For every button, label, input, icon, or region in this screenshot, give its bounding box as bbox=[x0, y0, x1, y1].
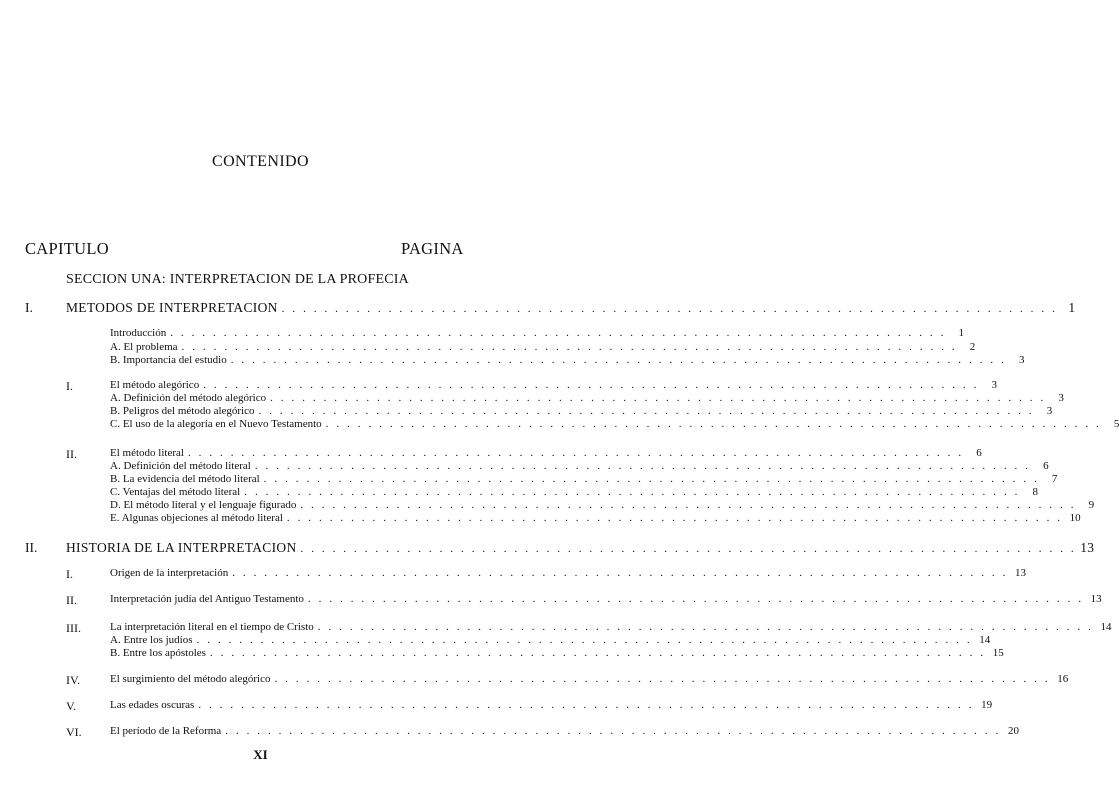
subsection-number: VI. bbox=[66, 725, 82, 739]
entry-title: El método alegórico bbox=[110, 379, 200, 391]
dot-leader: . . . . . . . . . . . . . . . . . . . . . . . . . . . . . . . . . . . . . . . . . . . . . . . . . . . . . . . . . . . . . . . . . . . . . . . . . bbox=[307, 593, 1084, 605]
dot-leader: . . . . . . . . . . . . . . . . . . . . . . . . . . . . . . . . . . . . . . . . . . . . . . . . . . . . . . . . . . . . . . . . . . . . . . . . . bbox=[300, 499, 1077, 511]
dot-leader: . . . . . . . . . . . . . . . . . . . . . . . . . . . . . . . . . . . . . . . . . . . . . . . . . . . . . . . . . . . . . . . . . . . . . . . . . bbox=[187, 447, 964, 459]
toc-entry bbox=[110, 354, 1025, 366]
page-number: 6 bbox=[976, 447, 982, 459]
subsection-number: III. bbox=[66, 621, 81, 635]
toc-entry bbox=[110, 634, 991, 646]
chapter-number: II. bbox=[25, 540, 38, 555]
entry-title: E. Algunas objeciones al método literal bbox=[110, 512, 283, 524]
page-number: 2 bbox=[969, 341, 976, 353]
page-folio: XI bbox=[253, 747, 268, 762]
dot-leader: . . . . . . . . . . . . . . . . . . . . . . . . . . . . . . . . . . . . . . . . . . . . . . . . . . . . . . . . . . . . . . . . . . . . . . . . . bbox=[281, 303, 1058, 315]
entry-title: A. Definición del método literal bbox=[110, 460, 251, 472]
dot-leader: . . . . . . . . . . . . . . . . . . . . . . . . . . . . . . . . . . . . . . . . . . . . . . . . . . . . . . . . . . . . . . . . . . . . . . . . . bbox=[170, 327, 946, 339]
dot-leader: . . . . . . . . . . . . . . . . . . . . . . . . . . . . . . . . . . . . . . . . . . . . . . . . . . . . . . . . . . . . . . . . . . . . . . . . . bbox=[317, 621, 1094, 633]
page-number: 3 bbox=[991, 379, 997, 391]
dot-leader: . . . . . . . . . . . . . . . . . . . . . . . . . . . . . . . . . . . . . . . . . . . . . . . . . . . . . . . . . . . . . . . . . . . . . . . . . bbox=[181, 341, 958, 353]
page-number: 13 bbox=[1080, 540, 1095, 555]
page-number: 1 bbox=[958, 327, 964, 339]
page-number: 1 bbox=[1068, 300, 1076, 315]
toc-entry bbox=[110, 621, 1112, 633]
dot-leader: . . . . . . . . . . . . . . . . . . . . . . . . . . . . . . . . . . . . . . . . . . . . . . . . . . . . . . . . . . . . . . . . . . . . . . . . . bbox=[270, 392, 1046, 404]
toc-entry bbox=[110, 567, 1026, 579]
toc-entry bbox=[110, 699, 993, 711]
page-number: 6 bbox=[1043, 460, 1049, 472]
entry-title: Las edades oscuras bbox=[110, 699, 195, 711]
dot-leader: . . . . . . . . . . . . . . . . . . . . . . . . . . . . . . . . . . . . . . . . . . . . . . . . . . . . . . . . . . . . . . . . . . . . . . . . . bbox=[203, 379, 979, 391]
page-number: 14 bbox=[1100, 621, 1112, 633]
dot-leader: . . . . . . . . . . . . . . . . . . . . . . . . . . . . . . . . . . . . . . . . . . . . . . . . . . . . . . . . . . . . . . . . . . . . . . . . . bbox=[225, 725, 1001, 737]
page-title: CONTENIDO bbox=[212, 153, 309, 170]
page-number: 16 bbox=[1057, 673, 1069, 685]
entry-title: B. Peligros del método alegórico bbox=[110, 405, 255, 417]
dot-leader: . . . . . . . . . . . . . . . . . . . . . . . . . . . . . . . . . . . . . . . . . . . . . . . . . . . . . . . . . . . . . . . . . . . . . . . . . bbox=[230, 354, 1007, 366]
page-number: 8 bbox=[1032, 486, 1038, 498]
toc-entry bbox=[110, 473, 1058, 485]
page-number: 15 bbox=[992, 647, 1004, 659]
page-number: 19 bbox=[981, 699, 993, 711]
page-number: 13 bbox=[1090, 593, 1102, 605]
chapter-title: METODOS DE INTERPRETACION bbox=[66, 300, 278, 315]
toc-entry bbox=[110, 341, 976, 353]
entry-title: A. Entre los judíos bbox=[110, 634, 193, 646]
toc-entry bbox=[110, 725, 1019, 737]
page-number: 5 bbox=[1113, 418, 1119, 430]
page-number: 13 bbox=[1014, 567, 1026, 579]
toc-entry bbox=[110, 418, 1119, 430]
toc-entry bbox=[110, 327, 964, 339]
subsection-number: II. bbox=[66, 447, 77, 461]
entry-title: B. La evidencia del método literal bbox=[110, 473, 260, 485]
page-number: 3 bbox=[1018, 354, 1025, 366]
chapter-entry bbox=[66, 300, 1076, 316]
entry-title: C. Ventajas del método literal bbox=[110, 486, 241, 498]
chapter-column-header: CAPITULO bbox=[25, 239, 109, 258]
entry-title: El período de la Reforma bbox=[110, 725, 222, 737]
toc-entry bbox=[110, 486, 1038, 498]
dot-leader: . . . . . . . . . . . . . . . . . . . . . . . . . . . . . . . . . . . . . . . . . . . . . . . . . . . . . . . . . . . . . . . . . . . . . . . . . bbox=[258, 405, 1035, 417]
subsection-number: IV. bbox=[66, 673, 81, 687]
subsection-number: V. bbox=[66, 699, 77, 713]
dot-leader: . . . . . . . . . . . . . . . . . . . . . . . . . . . . . . . . . . . . . . . . . . . . . . . . . . . . . . . . . . . . . . . . . . . . . . . . . bbox=[209, 647, 986, 659]
page-number: 14 bbox=[979, 634, 991, 646]
entry-title: Interpretación judía del Antiguo Testamento bbox=[110, 593, 304, 605]
subsection-number: I. bbox=[66, 379, 73, 393]
subsection-number: II. bbox=[66, 593, 77, 607]
dot-leader: . . . . . . . . . . . . . . . . . . . . . . . . . . . . . . . . . . . . . . . . . . . . . . . . . . . . . . . . . . . . . . . . . . . . . . . . . bbox=[286, 512, 1063, 524]
dot-leader: . . . . . . . . . . . . . . . . . . . . . . . . . . . . . . . . . . . . . . . . . . . . . . . . . . . . . . . . . . . . . . . . . . . . . . . . . bbox=[232, 567, 1008, 579]
dot-leader: . . . . . . . . . . . . . . . . . . . . . . . . . . . . . . . . . . . . . . . . . . . . . . . . . . . . . . . . . . . . . . . . . . . . . . . . . bbox=[196, 634, 973, 646]
page-number: 10 bbox=[1069, 512, 1081, 524]
dot-leader: . . . . . . . . . . . . . . . . . . . . . . . . . . . . . . . . . . . . . . . . . . . . . . . . . . . . . . . . . . . . . . . . . . . . . . . . . bbox=[244, 486, 1020, 498]
dot-leader: . . . . . . . . . . . . . . . . . . . . . . . . . . . . . . . . . . . . . . . . . . . . . . . . . . . . . . . . . . . . . . . . . . . . . . . . . bbox=[274, 673, 1051, 685]
entry-title: A. El problema bbox=[110, 341, 178, 353]
toc-entry bbox=[110, 392, 1064, 404]
dot-leader: . . . . . . . . . . . . . . . . . . . . . . . . . . . . . . . . . . . . . . . . . . . . . . . . . . . . . . . . . . . . . . . . . . . . . . . . . bbox=[263, 473, 1040, 485]
toc-entry bbox=[110, 673, 1069, 685]
subsection-number: I. bbox=[66, 567, 73, 581]
chapter-entry bbox=[66, 540, 1095, 556]
chapter-number: I. bbox=[25, 300, 33, 315]
toc-entry bbox=[110, 499, 1095, 511]
page-number: 3 bbox=[1046, 405, 1053, 417]
entry-title: D. El método literal y el lenguaje figurado bbox=[110, 499, 297, 511]
entry-title: C. El uso de la alegoría en el Nuevo Testamento bbox=[110, 418, 322, 430]
toc-entry bbox=[110, 405, 1053, 417]
entry-title: El surgimiento del método alegórico bbox=[110, 673, 271, 685]
toc-entry bbox=[110, 447, 982, 459]
page-number: 20 bbox=[1007, 725, 1019, 737]
entry-title: Introducción bbox=[110, 327, 167, 339]
page-number: 9 bbox=[1088, 499, 1095, 511]
entry-title: Origen de la interpretación bbox=[110, 567, 229, 579]
entry-title: B. Entre los apóstoles bbox=[110, 647, 206, 659]
section-heading: SECCION UNA: INTERPRETACION DE LA PROFECIA bbox=[66, 272, 409, 287]
page-number: 3 bbox=[1058, 392, 1064, 404]
page-number: 7 bbox=[1051, 473, 1058, 485]
toc-entry bbox=[110, 460, 1049, 472]
dot-leader: . . . . . . . . . . . . . . . . . . . . . . . . . . . . . . . . . . . . . . . . . . . . . . . . . . . . . . . . . . . . . . . . . . . . . . . . . bbox=[300, 543, 1077, 555]
page-column-header: PAGINA bbox=[401, 239, 464, 258]
toc-entry bbox=[110, 593, 1102, 605]
toc-entry bbox=[110, 512, 1081, 524]
toc-entry bbox=[110, 647, 1004, 659]
entry-title: A. Definición del método alegórico bbox=[110, 392, 267, 404]
entry-title: B. Importancia del estudio bbox=[110, 354, 227, 366]
entry-title: El método literal bbox=[110, 447, 184, 459]
dot-leader: . . . . . . . . . . . . . . . . . . . . . . . . . . . . . . . . . . . . . . . . . . . . . . . . . . . . . . . . . . . . . . . . . . . . . . . . . bbox=[254, 460, 1031, 472]
dot-leader: . . . . . . . . . . . . . . . . . . . . . . . . . . . . . . . . . . . . . . . . . . . . . . . . . . . . . . . . . . . . . . . . . . . . . . . . . bbox=[325, 418, 1102, 430]
toc-entry bbox=[110, 379, 997, 391]
entry-title: La interpretación literal en el tiempo de Cristo bbox=[110, 621, 314, 633]
chapter-title: HISTORIA DE LA INTERPRETACION bbox=[66, 540, 297, 555]
dot-leader: . . . . . . . . . . . . . . . . . . . . . . . . . . . . . . . . . . . . . . . . . . . . . . . . . . . . . . . . . . . . . . . . . . . . . . . . . bbox=[198, 699, 975, 711]
